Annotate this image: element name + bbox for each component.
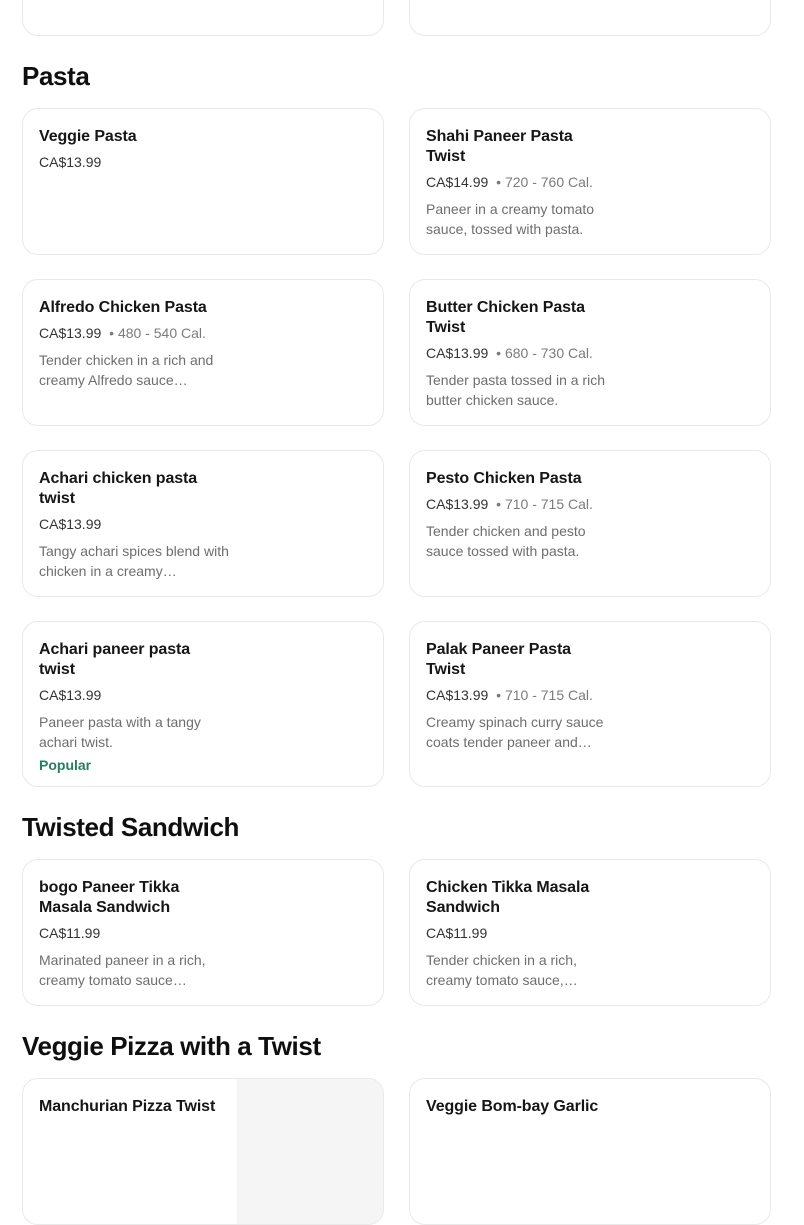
menu-content bbox=[22, 0, 771, 1225]
item-name: Chicken Tikka Masala Sandwich bbox=[426, 879, 590, 916]
item-info bbox=[39, 127, 234, 171]
menu-item-card[interactable] bbox=[409, 450, 771, 597]
item-price-line bbox=[426, 495, 621, 513]
item-info bbox=[426, 878, 621, 990]
menu-item-card[interactable] bbox=[22, 108, 384, 255]
item-price: CA$13.99 bbox=[426, 496, 489, 512]
item-name: Achari chicken pasta twist bbox=[39, 470, 198, 507]
item-price-line bbox=[426, 173, 621, 191]
item-price: CA$13.99 bbox=[39, 516, 102, 532]
item-name: Achari paneer pasta twist bbox=[39, 641, 191, 678]
section-grid-pasta bbox=[22, 108, 771, 787]
item-calories: • 710 - 715 Cal. bbox=[496, 687, 593, 703]
item-price-line bbox=[426, 344, 621, 362]
item-info bbox=[426, 1097, 621, 1117]
item-description: Tender chicken and pesto sauce tossed with pasta. bbox=[426, 523, 586, 559]
item-price-line bbox=[39, 515, 234, 533]
item-description: Paneer pasta with a tangy achari twist. bbox=[39, 714, 201, 750]
menu-item-card-partial[interactable] bbox=[409, 0, 771, 36]
item-description: Tender pasta tossed in a rich butter chicken sauce. bbox=[426, 372, 605, 408]
item-image-placeholder bbox=[237, 1079, 383, 1224]
menu-item-card[interactable] bbox=[409, 859, 771, 1006]
item-calories: • 720 - 760 Cal. bbox=[496, 174, 593, 190]
item-name: Shahi Paneer Pasta Twist bbox=[426, 128, 573, 165]
item-price: CA$13.99 bbox=[39, 687, 102, 703]
item-name: Palak Paneer Pasta Twist bbox=[426, 641, 571, 678]
section-grid-veggie-pizza bbox=[22, 1078, 771, 1225]
item-name: Veggie Bom-bay Garlic bbox=[426, 1098, 599, 1115]
menu-item-card[interactable] bbox=[22, 279, 384, 426]
section-title-pasta: Pasta bbox=[22, 61, 90, 91]
item-price: CA$13.99 bbox=[39, 154, 102, 170]
section-title-twisted-sandwich: Twisted Sandwich bbox=[22, 812, 240, 842]
menu-item-card[interactable] bbox=[409, 279, 771, 426]
item-description: Paneer in a creamy tomato sauce, tossed with pasta. bbox=[426, 201, 595, 237]
partial-card-row bbox=[22, 0, 771, 36]
item-info bbox=[39, 469, 234, 581]
menu-item-card[interactable] bbox=[22, 1078, 384, 1225]
item-description: Tangy achari spices blend with chicken in a creamy… bbox=[39, 543, 229, 579]
menu-item-card-partial[interactable] bbox=[22, 0, 384, 36]
menu-item-card[interactable] bbox=[409, 621, 771, 787]
item-info bbox=[426, 469, 621, 561]
item-description: Tender chicken in a rich and creamy Alfredo sauce… bbox=[39, 352, 214, 388]
item-calories: • 480 - 540 Cal. bbox=[109, 325, 206, 341]
item-price: CA$13.99 bbox=[426, 687, 489, 703]
menu-item-card[interactable] bbox=[22, 621, 384, 787]
item-price: CA$14.99 bbox=[426, 174, 489, 190]
item-name: Alfredo Chicken Pasta bbox=[39, 299, 207, 316]
item-price-line bbox=[39, 924, 234, 942]
popular-badge: Popular bbox=[39, 757, 92, 773]
item-name: Veggie Pasta bbox=[39, 128, 137, 145]
item-calories: • 680 - 730 Cal. bbox=[496, 345, 593, 361]
menu-item-card[interactable] bbox=[409, 1078, 771, 1225]
section-grid-twisted-sandwich bbox=[22, 859, 771, 1006]
item-price-line bbox=[39, 153, 234, 171]
item-price-line bbox=[426, 924, 621, 942]
item-info bbox=[39, 878, 234, 990]
item-price-line bbox=[39, 686, 234, 704]
item-description: Creamy spinach curry sauce coats tender paneer and… bbox=[426, 714, 604, 750]
item-description: Marinated paneer in a rich, creamy tomato sauce… bbox=[39, 952, 206, 988]
menu-item-card[interactable] bbox=[409, 108, 771, 255]
item-price: CA$11.99 bbox=[426, 925, 488, 941]
item-price: CA$13.99 bbox=[39, 325, 102, 341]
menu-item-card[interactable] bbox=[22, 859, 384, 1006]
item-price-line bbox=[39, 324, 234, 342]
item-calories: • 710 - 715 Cal. bbox=[496, 496, 593, 512]
item-info bbox=[39, 298, 234, 390]
menu-item-card[interactable] bbox=[22, 450, 384, 597]
item-info bbox=[426, 127, 621, 239]
item-info bbox=[39, 640, 234, 774]
item-description: Tender chicken in a rich, creamy tomato sauce,… bbox=[426, 952, 578, 988]
item-name: Manchurian Pizza Twist bbox=[39, 1098, 216, 1115]
item-price: CA$13.99 bbox=[426, 345, 489, 361]
item-name: Pesto Chicken Pasta bbox=[426, 470, 582, 487]
item-name: Butter Chicken Pasta Twist bbox=[426, 299, 585, 336]
item-info bbox=[426, 298, 621, 410]
item-price-line bbox=[426, 686, 621, 704]
item-info bbox=[426, 640, 621, 752]
item-info bbox=[39, 1097, 234, 1117]
section-title-veggie-pizza: Veggie Pizza with a Twist bbox=[22, 1031, 321, 1061]
item-name: bogo Paneer Tikka Masala Sandwich bbox=[39, 879, 180, 916]
item-price: CA$11.99 bbox=[39, 925, 101, 941]
